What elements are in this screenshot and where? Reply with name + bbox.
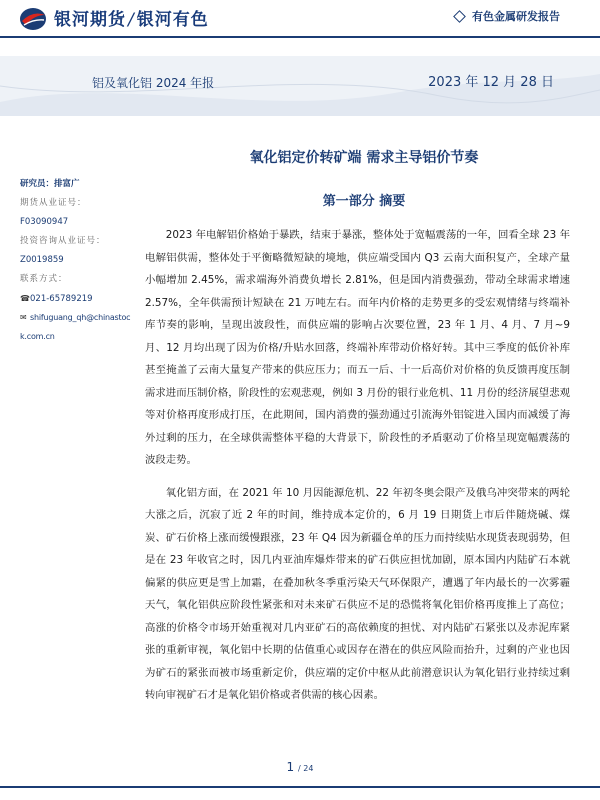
section-heading: 第一部分 摘要 [322, 194, 406, 209]
analyst-label: 研究员： [20, 179, 55, 189]
galaxy-logo-icon [18, 6, 48, 32]
footer-divider [0, 786, 600, 788]
brand-separator: / [128, 10, 135, 30]
title-band [0, 56, 600, 116]
phone-row [20, 292, 136, 311]
phone-icon: ☎ [20, 294, 30, 303]
analyst-sidebar [20, 178, 136, 349]
diamond-icon [453, 10, 466, 23]
paragraph-electrolytic-aluminum: 2023 年电解铝价格始于暴跌，结束于暴涨，整体处于宽幅震荡的一年，回看全球 23 年电解铝供需，整体处于平衡略微短缺的境地，供应端受国内 Q3 云南大面积复产，全球产量小幅增加 2.45%，需求端海外消费负增长 2.81%，但是国内消费强劲，带动全球需求增速 2.57%，全年供需预计短缺在 21 万吨左右。而年内价格的走势更多的受宏观情绪与终端补库节奏的影响，呈现出波段性，而供应端的影响占次要位置，23 年 1 月、4 月、7 月~9 月、12 月均出现了因为价格/升贴水回落，终端补库带动价格好转。其中三季度的低价补库甚至掩盖了云南大量复产带来的供应压力；而五一后、十一后高价对价格的负反馈再度压制需求进而压制价格，阶段性的宏观悲观，例如 3 月份的银行业危机、11 月份的经济展望悲观等对价格再度形成打压，在此期间，国内消费的强劲通过引流海外铝锭进入国内而减缓了海外过剩的压力，在全球供需整体平稳的大背景下，阶段性的矛盾驱动了价格呈现宽幅震荡的波段走势。 [145, 229, 570, 466]
email-icon: ✉ [20, 313, 27, 322]
email-line-2[interactable]: k.com.cn [20, 332, 55, 341]
advisor-qualification-label: 投资咨询从业证号： [20, 236, 106, 246]
sub-brand-name: 银河有色 [136, 10, 209, 30]
phone-number: 021-65789219 [30, 294, 93, 304]
report-type [455, 8, 560, 24]
contact-label: 联系方式： [20, 274, 68, 284]
report-main-title: 氧化铝定价转矿端 需求主导铝价节奏 [249, 150, 479, 166]
header-divider [0, 36, 600, 38]
current-page: 1 [286, 760, 295, 774]
report-type-label: 有色金属研发报告 [472, 10, 560, 23]
email-line-1[interactable]: shifuguang_qh@chinastoc [30, 313, 131, 322]
brand-logo-text [54, 5, 209, 30]
advisor-qualification-number: Z0019859 [20, 255, 64, 265]
email-row[interactable] [20, 311, 136, 330]
analyst-row [20, 178, 136, 197]
page-number [0, 760, 600, 774]
report-body [145, 224, 570, 717]
qualification-label: 期货从业证号： [20, 198, 87, 208]
paragraph-alumina: 氧化铝方面，在 2021 年 10 月因能源危机、22 年初冬奥会限产及俄乌冲突带来的两轮大涨之后，沉寂了近 2 年的时间，维持成本定价的，6 月 19 日期货上市后伴随烧碱、煤炭、矿石价格上涨而缓慢跟涨，23 年 Q4 因为新疆仓单的压力而持续贴水现货表现弱势，但是在 23 年收官之时，因几内亚油库爆炸带来的矿石供应担忧加剧，原本国内内陆矿石本就偏紧的供应更是雪上加霜，在叠加秋冬季重污染天气环保限产，遭遇了年内最长的一次雾霾天气，氧化铝供应阶段性紧张和对未来矿石供应不足的恐慌将氧化铝价格再度推上了高位；高涨的价格令市场开始重视对几内亚矿石的高依赖度的担忧、对内陆矿石紧张以及赤泥库紧张的重新审视，氧化铝中长期的估值重心或因存在潜在的供应风险而抬升，过剩的产业也因为矿石的紧张而被市场重新定价，供应端的定价中枢从此前潜意识认为氧化铝行业持续过剩转向审视矿石才是氧化铝价格或者供需的核心因素。 [145, 486, 570, 701]
qualification-number: F03090947 [20, 217, 69, 227]
total-pages: / 24 [298, 764, 314, 773]
report-subtitle: 铝及氧化铝 2024 年报 [92, 76, 215, 90]
analyst-name: 排富广 [54, 179, 80, 189]
brand-name: 银河期货 [54, 10, 126, 30]
report-date: 2023 年 12 月 28 日 [428, 75, 554, 90]
